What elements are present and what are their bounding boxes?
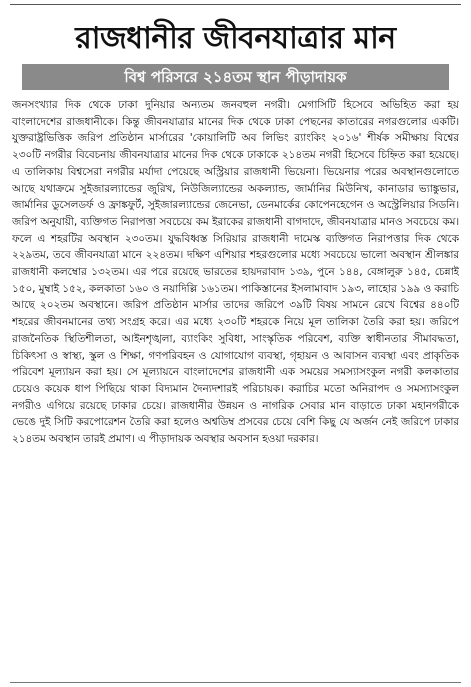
article-subheadline: বিশ্ব পরিসরে ২১৪তম স্থান পীড়াদায়ক [22, 64, 449, 90]
top-divider [10, 4, 461, 5]
article-paragraph: জনসংখ্যার দিক থেকে ঢাকা দুনিয়ার অন্যতম জনবহুল নগরী। মেগাসিটি হিসেবে অভিহিত করা হয় বাংলাদেশের রাজধানীকে। কিন্তু জীবনযাত্রার মানের দিক থেকে ঢাকা পেছনের কাতারের নগরগুলোর একটি। যুক্তরাষ্ট্রভিত্তিক জরিপ প্রতিষ্ঠান মার্সারের 'কোয়ালিটি অব লিভিং র‌্যাংকিং ২০১৬' শীর্ষক সমীক্ষায় বিশ্বের ২৩০টি নগরীর বিবেচনায় জীবনযাত্রার মানের দিক থেকে ঢাকাকে ২১৪তম নগরী হিসেবে চিহ্নিত করা হয়েছে। এ তালিকায় বিশ্বসেরা নগরীর মর্যাদা পেয়েছে অস্ট্রিয়ার রাজধানী ভিয়েনা। ভিয়েনার পরের অবস্থানগুলোতে আছে যথাক্রমে সুইজারল্যান্ডের জুরিখ, নিউজিল্যান্ডের অকল্যান্ড, জার্মানির মিউনিখ, কানাডার ভ্যাঙ্কুভার, জার্মানির ডুসেলডর্ফ ও ফ্রাঙ্কফুর্ট, সুইজারল্যান্ডের জেনেভা, ডেনমার্কের কোপেনহেগেন ও অস্ট্রেলিয়ার সিডনি। জরিপ অনুযায়ী, ব্যক্তিগত নিরাপত্তা সবচেয়ে কম ইরাকের রাজধানী বাগদাদে, জীবনযাত্রার মানও সবচেয়ে কম। ফলে এ শহরটির অবস্থান ২৩০তম। যুদ্ধবিধ্বস্ত সিরিয়ার রাজধানী দামেস্ক ব্যক্তিগত নিরাপত্তার দিক থেকে ২২৯তম, তবে জীবনযাত্রা মানে ২২৪তম। দক্ষিণ এশিয়ার শহরগুলোর মধ্যে সবচেয়ে ভালো অবস্থান শ্রীলঙ্কার রাজধানী কলম্বোর ১৩২তম। এর পরে রয়েছে ভারতের হায়দরাবাদ ১৩৯, পুনে ১৪৪, বেঙ্গালুরু ১৪৫, চেন্নাই ১৫০, মুম্বাই ১৫২, কলকাতা ১৬০ ও নয়াদিল্লি ১৬১তম। পাকিস্তানের ইসলামাবাদ ১৯৩, লাহোর ১৯৯ ও করাচি আছে ২০২তম অবস্থানে। জরিপ প্রতিষ্ঠান মার্সার তাদের জরিপে ৩৯টি বিষয় সামনে রেখে বিশ্বের ৪৪০টি শহরের জীবনমানের তথ্য সংগ্রহ করে। এর মধ্যে ২৩০টি শহরকে নিয়ে মূল তালিকা তৈরি করা হয়। জরিপে রাজনৈতিক স্থিতিশীলতা, আইনশৃঙ্খলা, ব্যাংকিং সুবিধা, সাংস্কৃতিক পরিবেশ, ব্যক্তি স্বাধীনতার সীমাবদ্ধতা, চিকিৎসা ও স্বাস্থ্য, স্কুল ও শিক্ষা, গণপরিবহন ও যোগাযোগ ব্যবস্থা, গৃহায়ন ও আবাসন ব্যবস্থা এবং প্রাকৃতিক পরিবেশ মূল্যায়ন করা হয়। সে মূল্যায়নে বাংলাদেশের রাজধানী এক সময়ের সমস্যাসংকুল নগরী কলকাতার চেয়েও কয়েক ধাপ পিছিয়ে থাকা বিদ্যমান দৈন্যদশারই পরিচায়ক। করাচির মতো অনিরাপদ ও সমস্যাসংকুল নগরীও এগিয়ে রয়েছে ঢাকার চেয়ে। রাজধানীর উন্নয়ন ও নাগরিক সেবার মান বাড়াতে ঢাকা মহানগরীকে ভেঙে দুই সিটি করপোরেশন তৈরি করা হলেও অশ্বডিম্ব প্রসবের চেয়ে বেশি কিছু যে অর্জন নেই জরিপে ঢাকার ২১৪তম অবস্থান তারই প্রমাণ। এ পীড়াদায়ক অবস্থার অবসান হওয়া দরকার। [12, 99, 459, 446]
article-headline: রাজধানীর জীবনযাত্রার মান [75, 21, 396, 56]
article-body [12, 97, 459, 677]
bottom-divider [10, 682, 461, 683]
